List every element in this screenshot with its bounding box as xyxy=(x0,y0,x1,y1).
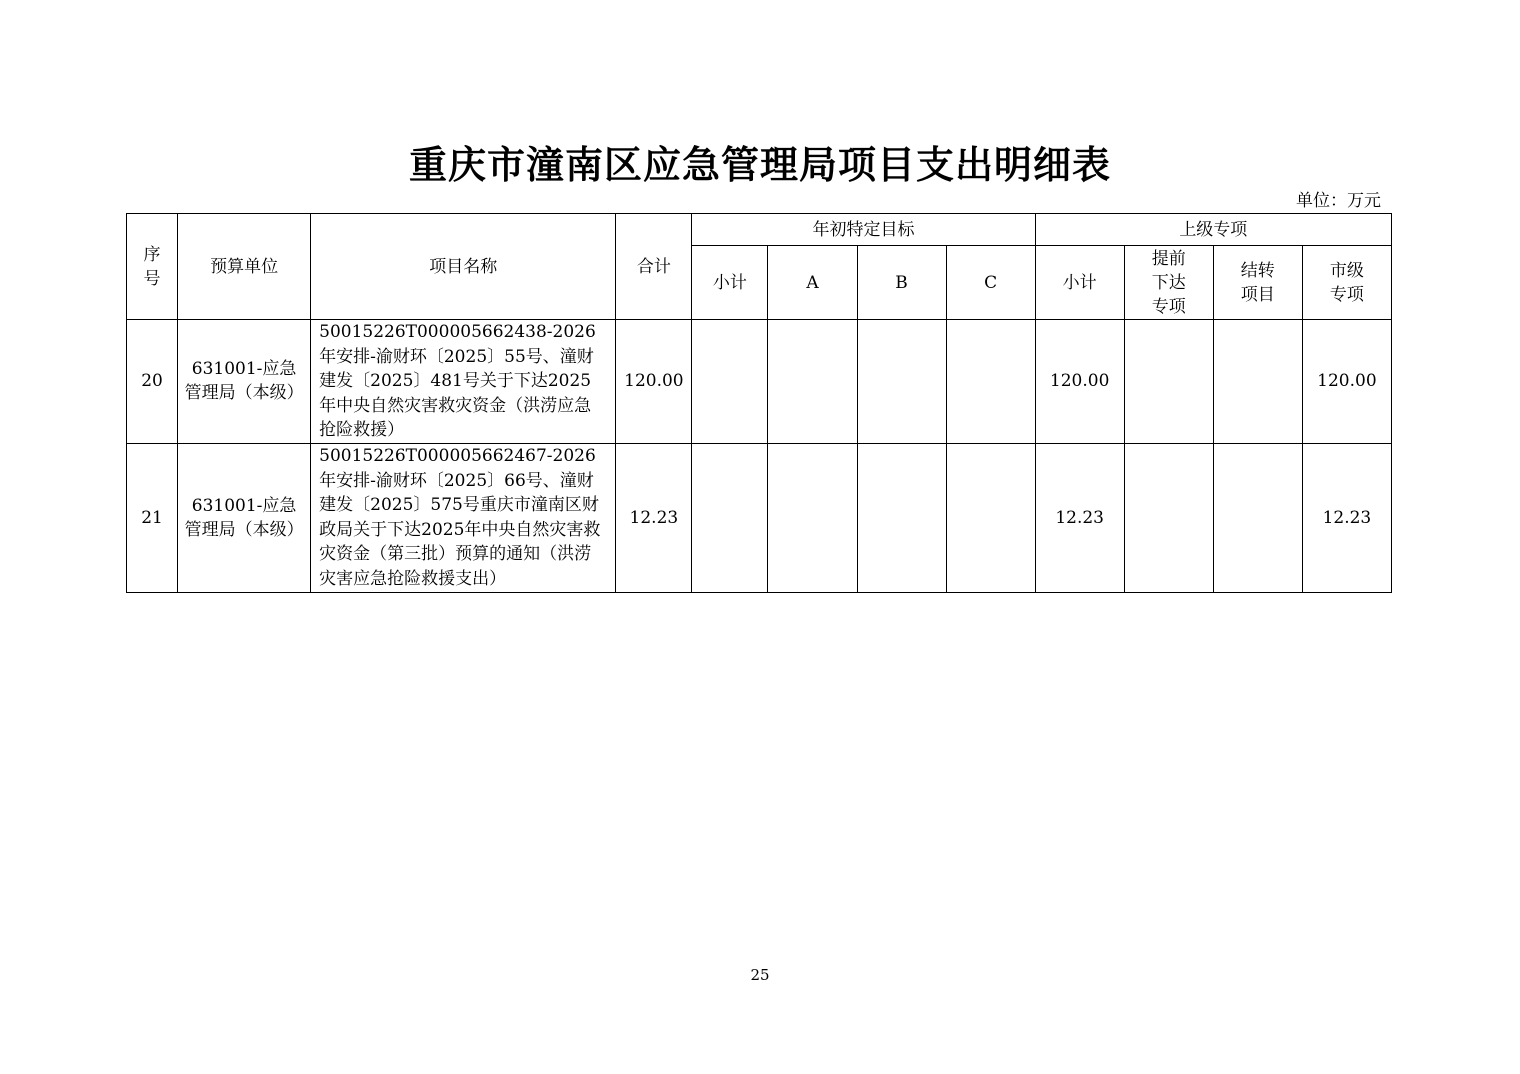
cell-total: 120.00 xyxy=(616,320,692,444)
cell-initial-c xyxy=(946,443,1035,592)
cell-initial-c xyxy=(946,320,1035,444)
cell-superior-subtotal: 12.23 xyxy=(1035,443,1124,592)
header-project-name: 项目名称 xyxy=(311,214,616,320)
cell-initial-a xyxy=(768,320,857,444)
header-superior-city: 市级 专项 xyxy=(1302,246,1391,320)
header-initial-b: B xyxy=(857,246,946,320)
header-group-superior-special: 上级专项 xyxy=(1035,214,1391,246)
cell-initial-a xyxy=(768,443,857,592)
unit-label: 单位：万元 xyxy=(1296,191,1381,211)
cell-initial-subtotal xyxy=(692,443,768,592)
cell-superior-city: 120.00 xyxy=(1302,320,1391,444)
cell-seq: 21 xyxy=(127,443,178,592)
cell-budget-unit: 631001-应急管理局（本级） xyxy=(178,443,311,592)
cell-superior-carryover xyxy=(1213,443,1302,592)
cell-total: 12.23 xyxy=(616,443,692,592)
cell-project-name: 50015226T000005662438-2026年安排-渝财环〔2025〕55号、潼财建发〔2025〕481号关于下达2025年中央自然灾害救灾资金（洪涝应急抢险救援） xyxy=(311,320,616,444)
header-budget-unit: 预算单位 xyxy=(178,214,311,320)
cell-superior-city: 12.23 xyxy=(1302,443,1391,592)
cell-superior-advance xyxy=(1124,320,1213,444)
header-group-initial-targets: 年初特定目标 xyxy=(692,214,1035,246)
cell-initial-b xyxy=(857,443,946,592)
cell-superior-subtotal: 120.00 xyxy=(1035,320,1124,444)
table-row xyxy=(127,443,1392,592)
cell-superior-carryover xyxy=(1213,320,1302,444)
table-row xyxy=(127,320,1392,444)
project-expenditure-table xyxy=(126,213,1392,593)
header-superior-advance: 提前 下达 专项 xyxy=(1124,246,1213,320)
cell-seq: 20 xyxy=(127,320,178,444)
cell-initial-b xyxy=(857,320,946,444)
cell-project-name: 50015226T000005662467-2026年安排-渝财环〔2025〕66号、潼财建发〔2025〕575号重庆市潼南区财政局关于下达2025年中央自然灾害救灾资金（第三批）预算的通知（洪涝灾害应急抢险救援支出） xyxy=(311,443,616,592)
header-superior-carryover: 结转 项目 xyxy=(1213,246,1302,320)
header-initial-c: C xyxy=(946,246,1035,320)
cell-initial-subtotal xyxy=(692,320,768,444)
header-total: 合计 xyxy=(616,214,692,320)
header-superior-subtotal: 小计 xyxy=(1035,246,1124,320)
document-title: 重庆市潼南区应急管理局项目支出明细表 xyxy=(408,142,1111,187)
cell-superior-advance xyxy=(1124,443,1213,592)
header-row-group xyxy=(127,214,1392,246)
header-seq: 序 号 xyxy=(127,214,178,320)
cell-budget-unit: 631001-应急管理局（本级） xyxy=(178,320,311,444)
page-number: 25 xyxy=(750,966,770,984)
header-initial-a: A xyxy=(768,246,857,320)
header-initial-subtotal: 小计 xyxy=(692,246,768,320)
